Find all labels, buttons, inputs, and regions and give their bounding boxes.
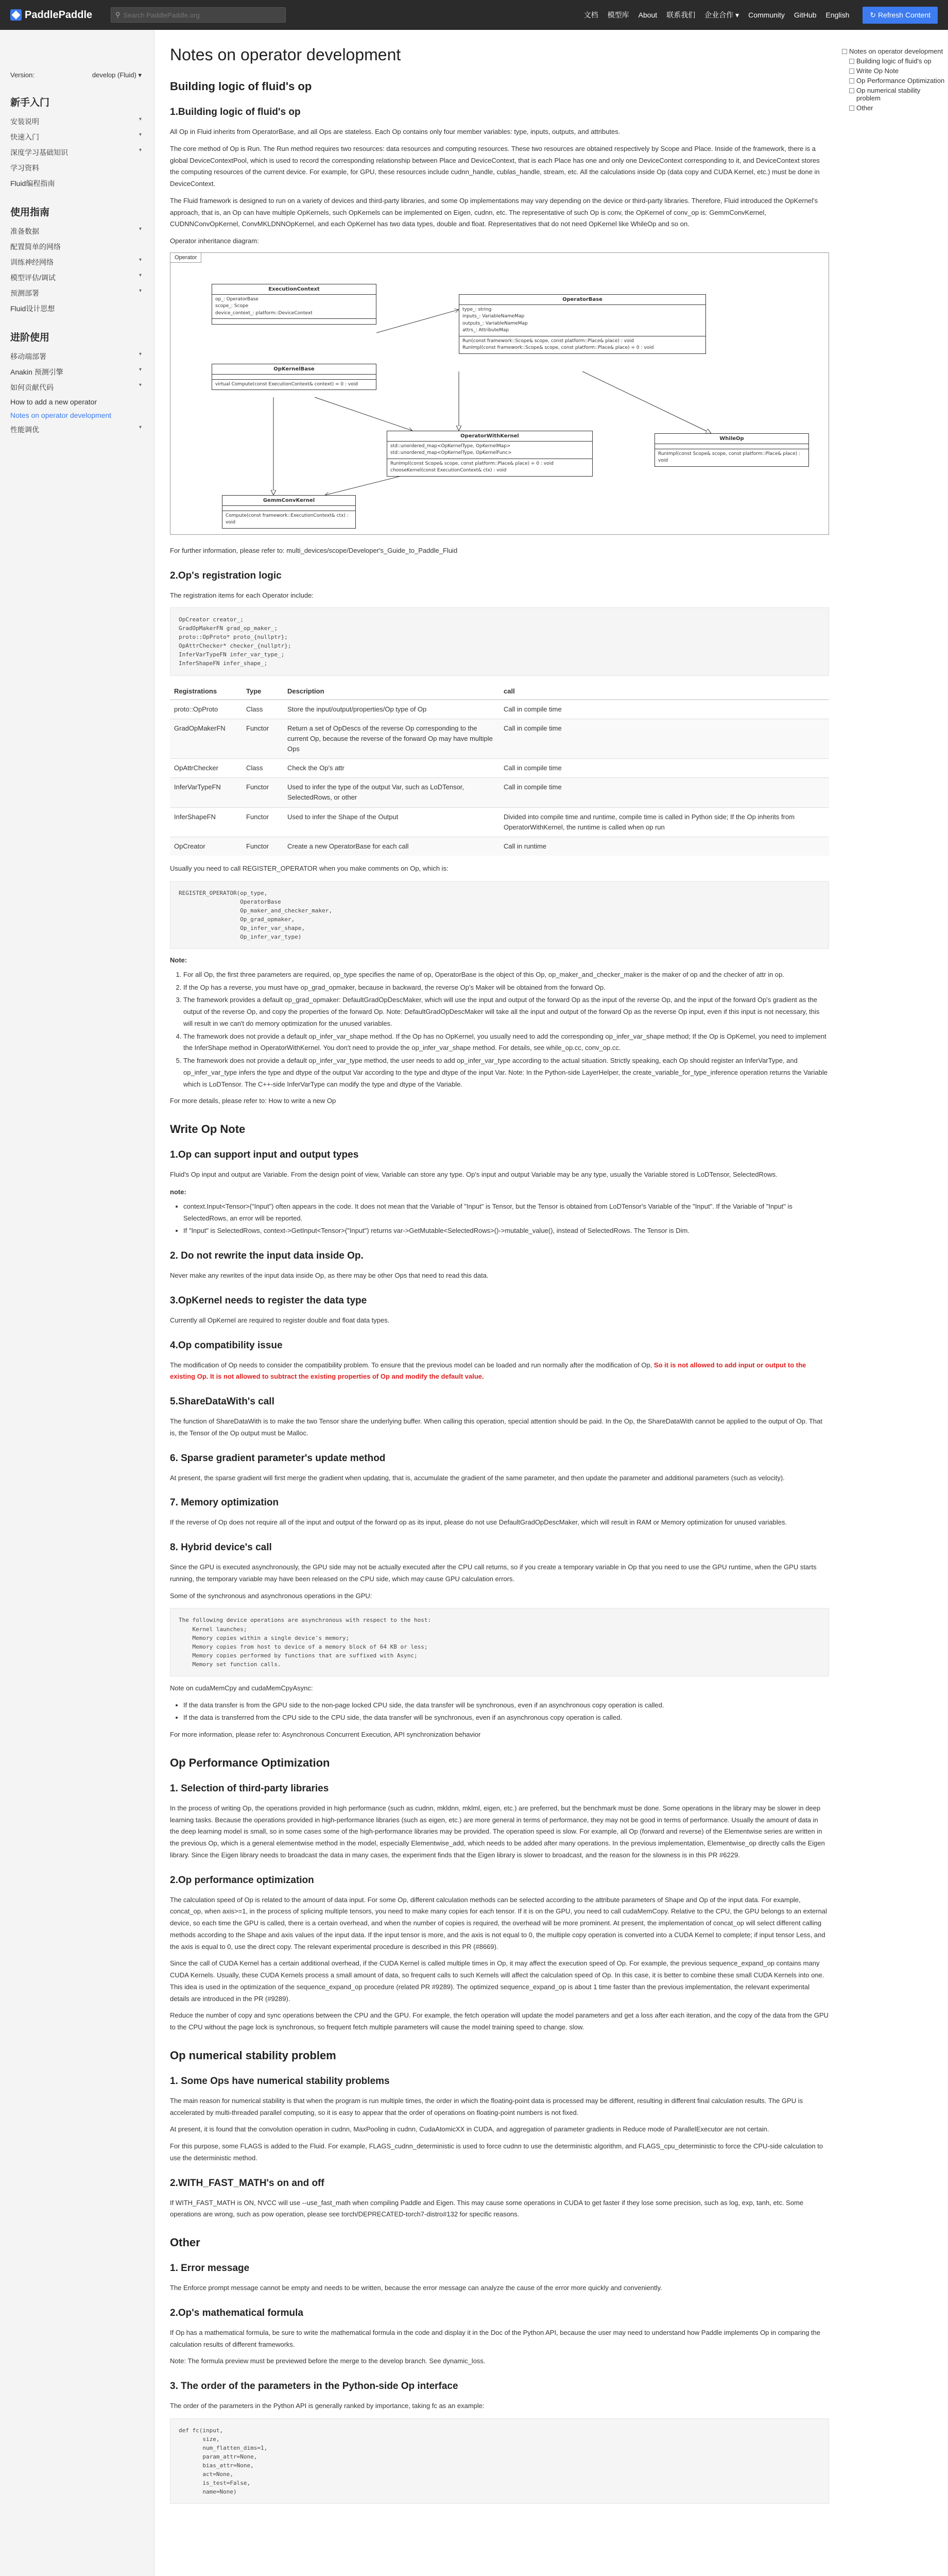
subsection-heading: 3. The order of the parameters in the Python-side Op interface bbox=[170, 2381, 458, 2392]
list-item: 3. The framework provides a default op_grad_opmaker: DefaultGradOpDescMaker, which will use the input and output of the forward Op as the input of the reverse Op, and the input of the forward Op's gradient as the output of the reverse Op, and copy the properties of the forward Op. Note: DefaultGradOpDescMaker will take all the input and output of the forward Op as the reverse Op input, even if this input is not necessary, this will result in we can't do memory optimization for the unused variables. bbox=[183, 994, 829, 1029]
uml-operator-base bbox=[459, 294, 706, 354]
sidebar-item-add-operator[interactable] bbox=[10, 395, 142, 409]
left-sidebar bbox=[0, 30, 154, 2576]
paragraph: Note: The formula preview must be previewed before the merge to the develop branch. See dynamic_loss. bbox=[170, 2357, 486, 2365]
paragraph: The calculation speed of Op is related to the amount of data input. For some Op, different calculation methods can be selected according to the attribute parameters of Shape and Op of the input data. For example, concat_op, when axis>=1, in the process of splicing multiple tensors, you need to make many copies for each tensor. If it is on the GPU, you need to call cudaMemCopy. Relative to the CPU, the GPU belongs to an external device, so each time the GPU is called, there is a certain overhead, and when the number of copies is required, the overhead will be more prominent. At present, the implementation of concat_op will select different calling methods according to the Shape and axis values of the input data. If the input tensor is more, and the axis is not equal to 0, the multiple copy operation is converted into a CUDA Kernel to complete; if input tensor Less, and the axis is equal to 0, use the direct copy. The relevant experimental procedure is described in this PR (#8669). bbox=[170, 1895, 827, 1951]
page-title: Notes on operator development bbox=[170, 45, 401, 64]
chevron-down-icon: ▾ bbox=[139, 288, 142, 294]
table-cell: Divided into compile time and runtime, compile time is called in Python side; If the Op inherits from OperatorWithKernel, the runtime is called when op run bbox=[499, 807, 829, 837]
table-row bbox=[170, 807, 829, 837]
diagram-frame-label: Operator bbox=[170, 253, 201, 263]
list-item: • context.Input<Tensor>("Input") often appears in the code. It does not mean that the Variable of "Input" is Tensor, but the Tensor is obtained from LoDTensor's Variable of the "Input". If the Variable of "Input" is SelectedRows, an error will be reported. bbox=[183, 1201, 829, 1225]
sidebar-item-basics[interactable] bbox=[10, 145, 142, 160]
version-label: Version: bbox=[10, 71, 35, 79]
sidebar-item-install[interactable] bbox=[10, 114, 142, 129]
chevron-down-icon: ▾ bbox=[139, 147, 142, 153]
sidebar-item-mobile[interactable] bbox=[10, 349, 142, 364]
list-item: 4. The framework does not provide a default op_infer_var_shape method. If the Op has no OpKernel, you usually need to add the corresponding op_infer_var_shape method; If the Op is OpKernel, you need to implement the InferShape method in OperatorWithKernel. You don't need to provide the op_infer_var_shape method. For details, see while_op.cc, conv_op.cc. bbox=[183, 1031, 829, 1055]
table-cell: OpCreator bbox=[170, 837, 242, 856]
search-input[interactable] bbox=[124, 11, 278, 19]
table-of-contents bbox=[842, 46, 945, 113]
table-cell: InferVarTypeFN bbox=[170, 778, 242, 807]
uml-class-name: WhileOp bbox=[655, 434, 808, 444]
uml-methods: RunImpl(const Scope& scope, const platform::Place& place) : void bbox=[658, 451, 801, 464]
chevron-down-icon: ▾ bbox=[139, 425, 142, 430]
list-item: 1. For all Op, the first three parameters are required, op_type specifies the name of op, OperatorBase is the object of this Op, op_maker_and_checker_maker is the maker of op and the checker of attr in op. bbox=[183, 969, 829, 981]
uml-class-name: OperatorWithKernel bbox=[387, 431, 592, 442]
table-cell: Call in compile time bbox=[499, 700, 829, 719]
top-navbar bbox=[0, 0, 948, 30]
table-cell: OpAttrChecker bbox=[170, 759, 242, 778]
table-cell: Functor bbox=[242, 807, 283, 837]
sidebar-item-label: How to add a new operator bbox=[10, 398, 97, 406]
sidebar-item-label: 配置简单的网络 bbox=[10, 243, 61, 251]
sidebar-item-label: 移动端部署 bbox=[10, 352, 46, 361]
chevron-down-icon: ▾ bbox=[139, 351, 142, 357]
toc-item[interactable]: Other bbox=[842, 103, 945, 113]
subsection-heading: 7. Memory optimization bbox=[170, 1497, 279, 1509]
paragraph: The registration items for each Operator include: bbox=[170, 591, 314, 599]
list-item: 2. If the Op has a reverse, you must have op_grad_opmaker, because in backward, the reverse Op's Maker will be obtained from the forward Op. bbox=[183, 982, 829, 994]
sidebar-item-label: 性能调优 bbox=[10, 426, 39, 434]
sidebar-item-deploy[interactable] bbox=[10, 285, 142, 301]
table-header-row bbox=[170, 683, 829, 700]
chevron-down-icon: ▾ bbox=[139, 226, 142, 232]
diagram-caption: Operator inheritance diagram: bbox=[170, 237, 259, 245]
version-selector[interactable] bbox=[10, 71, 142, 79]
table-cell: InferShapeFN bbox=[170, 807, 242, 837]
sidebar-item-anakin[interactable] bbox=[10, 364, 142, 380]
chevron-down-icon: ▾ bbox=[139, 273, 142, 278]
section-heading: Building logic of fluid's op bbox=[170, 80, 312, 93]
chevron-down-icon: ▾ bbox=[139, 132, 142, 138]
association-line bbox=[315, 397, 412, 431]
registration-table bbox=[170, 683, 829, 856]
paragraph: Some of the synchronous and asynchronous operations in the GPU: bbox=[170, 1591, 372, 1600]
subsection-heading: 2.WITH_FAST_MATH's on and off bbox=[170, 2177, 324, 2189]
uml-fields bbox=[655, 444, 808, 449]
paragraph: The Enforce prompt message cannot be empty and needs to be written, because the error message can analyze the cause of the error more quickly and conveniently. bbox=[170, 2284, 662, 2292]
sidebar-section-title: 新手入门 bbox=[10, 97, 50, 108]
association-line bbox=[376, 310, 459, 333]
subsection-heading: 8. Hybrid device's call bbox=[170, 1542, 272, 1553]
note-label: note: bbox=[170, 1188, 186, 1196]
sidebar-item-config-network[interactable] bbox=[10, 239, 142, 255]
uml-methods: RunImpl(const Scope& scope, const platform::Place& place) = 0 : void chooseKernel(const ExecutionContext& ctx) : void bbox=[390, 461, 554, 473]
uml-fields: std::unordered_map<OpKernelType, OpKernelMap> std::unordered_map<OpKernelType, OpKernelFunc> bbox=[387, 442, 592, 459]
paragraph: In the process of writing Op, the operations provided in high performance (such as cudnn, mkldnn, mklml, eigen, etc.) are preferred, but the benchmark must be done. Some operations in the library may be slower in deep learning tasks. Because the operations provided in high-performance libraries (such as eigen, etc.) are more general in terms of performance, they may not be good in terms of performance. Usually the amount of data in the deep learning model is small, so in some cases some of the high-performance libraries may be provided. The operation speed is slow. For example, all Op (forward and reverse) of the Elementwise series are written in the previous Op, which is a general elementwise method in the model, especially Elementwise_add, which needs to be added after many operations. In the previous implementation, Elementwise_op directly calls the Eigen library. Since the Eigen library needs to broadcast the data in many cases, the experiment finds that the Eigen library is slower to broadcast, and the reason for the slowness is in this PR #6229. bbox=[170, 1804, 825, 1859]
toc-item[interactable]: Notes on operator development bbox=[842, 46, 945, 56]
version-value: develop (Fluid) ▾ bbox=[92, 71, 142, 79]
sidebar-item-label: Anakin 预测引擎 bbox=[10, 368, 63, 376]
table-cell: Call in compile time bbox=[499, 719, 829, 758]
subsection-heading: 2.Op's mathematical formula bbox=[170, 2307, 303, 2318]
table-row bbox=[170, 719, 829, 758]
sidebar-item-label: 深度学习基础知识 bbox=[10, 148, 68, 157]
bullet-list bbox=[183, 1700, 829, 1724]
section-heading: Op numerical stability problem bbox=[170, 2048, 336, 2062]
subsection-heading: 1. Some Ops have numerical stability problems bbox=[170, 2075, 390, 2087]
sidebar-item-label: Fluid设计思想 bbox=[10, 304, 55, 313]
nav-link-about[interactable]: About bbox=[638, 11, 658, 19]
chevron-down-icon: ▾ bbox=[139, 116, 142, 122]
sidebar-item-op-notes[interactable] bbox=[10, 409, 142, 422]
sidebar-item-eval-debug[interactable] bbox=[10, 270, 142, 285]
search-box[interactable] bbox=[111, 7, 286, 23]
subsection-heading: 1. Error message bbox=[170, 2263, 250, 2274]
refresh-icon: ↻ bbox=[870, 10, 876, 19]
note-list bbox=[183, 969, 829, 1091]
sidebar-section-title: 使用指南 bbox=[10, 207, 50, 218]
paragraph: The Fluid framework is designed to run on a variety of devices and third-party libraries, and some Op implementations may vary depending on the device or third-party libraries. Therefore, Fluid introduced the OpKernel's approach, that is, an Op can have multiple OpKernels, such OpKernels can be implemented on Eigen, cudnn, etc. The representative of such Op is conv, the OpKernel of conv_op is: GemmConvKernel, CUDNNConvOpKernel, ConvMKLDNNOpKernel, and each OpKernel has two data types, double and float. Representatives that do not need OpKernel like WhileOp and so on. bbox=[170, 196, 818, 228]
sidebar-item-quickstart[interactable] bbox=[10, 129, 142, 145]
uml-methods bbox=[212, 319, 376, 324]
nav-link-contact[interactable]: 联系我们 bbox=[666, 11, 696, 19]
table-cell: Call in compile time bbox=[499, 759, 829, 778]
sidebar-item-label: 学习资料 bbox=[10, 164, 39, 172]
nav-link-community[interactable]: Community bbox=[748, 11, 785, 19]
uml-methods: virtual Compute(const ExecutionContext& context) = 0 : void bbox=[215, 381, 358, 387]
paragraph: Currently all OpKernel are required to register double and float data types. bbox=[170, 1316, 390, 1324]
nav-link-github[interactable]: GitHub bbox=[794, 11, 817, 19]
table-row bbox=[170, 778, 829, 807]
paragraph: Never make any rewrites of the input data inside Op, as there may be other Ops that need to read this data. bbox=[170, 1272, 489, 1280]
association-line bbox=[325, 474, 407, 495]
paragraph: Reduce the number of copy and sync operations between the CPU and the GPU. For example, the fetch operation will update the model parameters and get a loss after each iteration, and the copy of the data from the GPU to the CPU without the page lock is synchronous, so frequent fetch multiple parameters will cause the model training speed to change. slow. bbox=[170, 2011, 829, 2031]
column-header: Description bbox=[283, 683, 499, 700]
table-cell: Class bbox=[242, 759, 283, 778]
text-span: The modification of Op needs to consider the compatibility problem. To ensure that the previous model can be loaded and run normally after the modification of Op, bbox=[170, 1361, 652, 1369]
sidebar-item-fluid-design[interactable] bbox=[10, 301, 142, 316]
paragraph bbox=[170, 1360, 829, 1383]
table-cell: Return a set of OpDescs of the reverse Op corresponding to the current Op, because the reverse of the forward Op may have multiple Ops bbox=[283, 719, 499, 758]
inheritance-line bbox=[582, 371, 711, 433]
uml-class-name: GemmConvKernel bbox=[222, 496, 355, 506]
uml-opkernel-base bbox=[212, 364, 376, 391]
operator-inheritance-diagram bbox=[170, 252, 829, 535]
paragraph: Note on cudaMemCpy and cudaMemCpyAsync: bbox=[170, 1684, 313, 1692]
subsection-heading: 1.Op can support input and output types bbox=[170, 1149, 359, 1161]
nav-link-models[interactable]: 模型库 bbox=[607, 11, 629, 19]
list-item: • If "Input" is SelectedRows, context->GetInput<Tensor>("Input") returns var->GetMutable<SelectedRows>()->mutable_value(), instead of SelectedRows. The Tensor is Dim. bbox=[183, 1225, 829, 1237]
table-row bbox=[170, 837, 829, 856]
paragraph: Since the call of CUDA Kernel has a certain additional overhead, if the CUDA Kernel is called multiple times in Op, it may affect the execution speed of Op. For example, the previous sequence_expand_op contains many CUDA Kernels. Usually, these CUDA Kernels process a small amount of data, so frequent calls to such Kernels will affect the calculation speed of Op. In this case, it is better to combine these small CUDA Kernels into one. This idea is used in the optimization of the sequence_expand_op procedure (related PR #9289). The optimized sequence_expand_op is about 1 time faster than the previous implementation, the relevant experimental details are introduced in the PR (#9289). bbox=[170, 1959, 824, 2003]
sidebar-item-materials[interactable] bbox=[10, 160, 142, 176]
paragraph: For more information, please refer to: Asynchronous Concurrent Execution, API synchronization behavior bbox=[170, 1731, 481, 1738]
paragraph: At present, the sparse gradient will first merge the gradient when updating, that is, accumulate the gradient of the same parameter, and then update the parameter and additional parameters (such as velocity). bbox=[170, 1473, 785, 1482]
uml-operator-with-kernel bbox=[387, 431, 593, 477]
table-cell: GradOpMakerFN bbox=[170, 719, 242, 758]
table-cell: Create a new OperatorBase for each call bbox=[283, 837, 499, 856]
list-item: • If the data transfer is from the GPU side to the non-page locked CPU side, the data transfer will be synchronous, even if an asynchronous copy operation is called. bbox=[183, 1700, 829, 1711]
code-block: def fc(input, size, num_flatten_dims=1, param_attr=None, bias_attr=None, act=None, is_test=False, name=None) bbox=[170, 2418, 829, 2504]
table-cell: Call in runtime bbox=[499, 837, 829, 856]
search-icon: ⚲ bbox=[115, 11, 120, 19]
nav-link-language[interactable]: English bbox=[825, 11, 850, 19]
uml-class-name: ExecutionContext bbox=[212, 284, 376, 295]
table-cell: proto::OpProto bbox=[170, 700, 242, 719]
column-header: call bbox=[499, 683, 829, 700]
subsection-heading: 2.Op's registration logic bbox=[170, 570, 282, 581]
toc-item[interactable]: Op numerical stability problem bbox=[842, 86, 945, 103]
sidebar-item-train[interactable] bbox=[10, 255, 142, 270]
chevron-down-icon: ▾ bbox=[139, 257, 142, 263]
paragraph: Fluid's Op input and output are Variable. From the design point of view, Variable can store any type. Op's input and output Variable may be any type, usually the Variable stored is LoDTensor, SelectedRows. bbox=[170, 1171, 778, 1179]
refresh-label: Refresh Content bbox=[878, 10, 930, 19]
uml-class-name: OperatorBase bbox=[459, 295, 705, 305]
section-heading: Op Performance Optimization bbox=[170, 1756, 330, 1769]
uml-methods: Run(const framework::Scope& scope, const platform::Place& place) : void RunImpl(const framework::Scope& scope, const platform::Place& place) = 0 : void bbox=[462, 338, 654, 351]
sidebar-item-label: 训练神经网络 bbox=[10, 258, 54, 266]
column-header: Registrations bbox=[170, 683, 242, 700]
list-item: 5. The framework does not provide a default op_infer_var_type method, the user needs to add op_infer_var_type according to the actual situation. Strictly speaking, each Op should register an InferVarType, and op_infer_var_type infers the type and dtype of the output Var according to the type and dtype of the input Var. Note: In the Python-side LayerHelper, the create_variable_for_type_inference operation returns the Variable which is LoDTensor. The C++-side InferVarType can modify the type and dtype of the Variable. bbox=[183, 1055, 829, 1090]
paragraph: If the reverse of Op does not require all of the input and output of the forward op as its input, please do not use DefaultGradOpDescMaker, which will result in RAM or Memory optimization for unused variables. bbox=[170, 1518, 787, 1527]
subsection-heading: 1.Building logic of fluid's op bbox=[170, 107, 301, 117]
chevron-down-icon: ▾ bbox=[139, 367, 142, 372]
paragraph: The order of the parameters in the Python API is generally ranked by importance, taking fc as an example: bbox=[170, 2402, 485, 2410]
sidebar-item-label: 如何贡献代码 bbox=[10, 383, 54, 392]
section-heading: Other bbox=[170, 2236, 200, 2249]
paragraph: All Op in Fluid inherits from OperatorBase, and all Ops are stateless. Each Op contains only four member variables: type, inputs, outputs, and attributes. bbox=[170, 128, 620, 135]
list-item: • If the data is transferred from the CPU side to the CPU side, the data transfer will be synchronous, even if an asynchronous copy operation is called. bbox=[183, 1712, 829, 1724]
uml-gemm-conv-kernel bbox=[222, 495, 356, 529]
nav-links bbox=[584, 7, 938, 24]
uml-execution-context bbox=[212, 284, 376, 325]
table-cell: Class bbox=[242, 700, 283, 719]
sidebar-item-label: 模型评估/调试 bbox=[10, 274, 56, 282]
sidebar-item-label: 安装说明 bbox=[10, 117, 39, 126]
subsection-heading: 6. Sparse gradient parameter's update method bbox=[170, 1452, 386, 1464]
refresh-content-button[interactable] bbox=[863, 7, 938, 24]
sidebar-section-title: 进阶使用 bbox=[10, 332, 50, 343]
paragraph: For more details, please refer to: How to write a new Op bbox=[170, 1097, 336, 1105]
subsection-heading: 2.Op performance optimization bbox=[170, 1874, 314, 1886]
uml-while-op bbox=[654, 433, 809, 467]
uml-fields bbox=[212, 375, 376, 380]
section-heading: Write Op Note bbox=[170, 1123, 246, 1136]
paragraph: For further information, please refer to: multi_devices/scope/Developer's_Guide_to_Paddle_Fluid bbox=[170, 546, 458, 554]
paragraph: At present, it is found that the convolution operation in cudnn, MaxPooling in cudnn, CudaAtomicXX in CUDA, and aggregation of parameter gradients in Reduce mode of ParallelExecutor are not certain. bbox=[170, 2125, 769, 2133]
sidebar-item-label: 快速入门 bbox=[10, 133, 39, 141]
toc-item[interactable]: Op Performance Optimization bbox=[842, 76, 945, 86]
nav-link-docs[interactable]: 文档 bbox=[583, 11, 598, 19]
toc-item[interactable]: Write Op Note bbox=[842, 66, 945, 76]
uml-methods: Compute(const framework::ExecutionContext& ctx) : void bbox=[226, 513, 349, 526]
table-cell: Store the input/output/properties/Op type of Op bbox=[283, 700, 499, 719]
table-row bbox=[170, 759, 829, 778]
uml-fields: type_: string inputs_: VariableNameMap outputs_: VariableNameMap attrs_: AttributeMap bbox=[459, 305, 705, 336]
code-block: OpCreator creator_; GradOpMakerFN grad_op_maker_; proto::OpProto* proto_{nullptr}; OpAttrChecker* checker_{nullptr}; InferVarTypeFN infer_var_type_; InferShapeFN infer_shape_; bbox=[170, 607, 829, 675]
code-block: The following device operations are asynchronous with respect to the host: Kernel launches; Memory copies within a single device's memory; Memory copies from host to device of a memory block of 64 KB or less; Memory copies performed by functions that are suffixed with Async; Memory set function calls. bbox=[170, 1608, 829, 1676]
chevron-down-icon: ▾ bbox=[139, 382, 142, 388]
sidebar-item-label: Fluid编程指南 bbox=[10, 179, 55, 188]
table-cell: Used to infer the Shape of the Output bbox=[283, 807, 499, 837]
sidebar-item-label: Notes on operator development bbox=[10, 411, 112, 419]
sidebar-item-prepare-data[interactable] bbox=[10, 224, 142, 239]
paddle-logo-icon bbox=[10, 9, 22, 21]
column-header: Type bbox=[242, 683, 283, 700]
brand-name: PaddlePaddle bbox=[25, 9, 93, 21]
sidebar-item-fluid-guide[interactable] bbox=[10, 176, 142, 191]
table-cell: Functor bbox=[242, 719, 283, 758]
subsection-heading: 2. Do not rewrite the input data inside Op. bbox=[170, 1250, 364, 1262]
subsection-heading: 5.ShareDataWith's call bbox=[170, 1396, 274, 1408]
subsection-heading: 1. Selection of third-party libraries bbox=[170, 1783, 329, 1794]
uml-class-name: OpKernelBase bbox=[212, 364, 376, 375]
paragraph: Usually you need to call REGISTER_OPERATOR when you make comments on Op, which is: bbox=[170, 864, 449, 872]
paragraph: Since the GPU is executed asynchronously, the GPU side may not be actually executed after the CPU call returns, so if you create a temporary variable in Op that you need to use the GPU runtime, when the GPU starts running, the temporary variable may have been released on the CPU side, which may cause GPU calculation errors. bbox=[170, 1563, 817, 1583]
toc-item[interactable]: Building logic of fluid's op bbox=[842, 56, 945, 66]
brand-logo[interactable] bbox=[10, 9, 111, 21]
warning-text: So it is not allowed to add input or output to the existing Op. It is not allowed to subtract the existing properties of Op and modify the default value. bbox=[170, 1361, 806, 1381]
main-content bbox=[170, 30, 829, 2510]
sidebar-item-label: 准备数据 bbox=[10, 227, 39, 235]
paragraph: The function of ShareDataWith is to make the two Tensor share the underlying buffer. When calling this operation, special attention should be paid. In the Op, the ShareDataWith cannot be applied to the output of Op. That is, the Tensor of the Op output must be Malloc. bbox=[170, 1417, 822, 1437]
table-cell: Functor bbox=[242, 778, 283, 807]
uml-fields bbox=[222, 506, 355, 511]
nav-link-enterprise[interactable]: 企业合作 ▾ bbox=[704, 11, 739, 19]
subsection-heading: 4.Op compatibility issue bbox=[170, 1340, 283, 1351]
paragraph: If Op has a mathematical formula, be sure to write the mathematical formula in the code and display it in the Doc of the Python API, because the user may need to understand how Paddle implements Op in comparing the calculation results of different frameworks. bbox=[170, 2328, 821, 2348]
table-row bbox=[170, 700, 829, 719]
table-cell: Call in compile time bbox=[499, 778, 829, 807]
table-cell: Functor bbox=[242, 837, 283, 856]
table-cell: Used to infer the type of the output Var, such as LoDTensor, SelectedRows, or other bbox=[283, 778, 499, 807]
sidebar-item-contribute[interactable] bbox=[10, 380, 142, 395]
uml-fields: op_: OperatorBase scope_: Scope device_context_: platform::DeviceContext bbox=[212, 295, 376, 319]
note-list bbox=[183, 1201, 829, 1237]
paragraph: For this purpose, some FLAGS is added to the Fluid. For example, FLAGS_cudnn_deterministic is used to force cudnn to use the deterministic algorithm, and FLAGS_cpu_deterministic to force the CPU-side calculation to use the deterministic method. bbox=[170, 2142, 823, 2162]
paragraph: The main reason for numerical stability is that when the program is run multiple times, the order in which the floating-point data is processed may be different, resulting in different final calculation results. The GPU is accelerated by multi-threaded parallel computing, so it is easy to appear that the order of operations on floating-point numbers is not fixed. bbox=[170, 2096, 803, 2116]
sidebar-item-perf-tuning[interactable] bbox=[10, 422, 142, 437]
note-label: Note: bbox=[170, 956, 187, 964]
sidebar-item-label: 预测部署 bbox=[10, 289, 39, 297]
paragraph: If WITH_FAST_MATH is ON, NVCC will use --use_fast_math when compiling Paddle and Eigen. This may cause some operations in CUDA to get faster if they lose some precision, such as log, exp, tanh, etc. Some operations are wrong, such as pow operation, please see torch/DEPRECATED-torch7-distro#132 for specific reasons. bbox=[170, 2198, 803, 2218]
subsection-heading: 3.OpKernel needs to register the data type bbox=[170, 1295, 367, 1306]
paragraph: The core method of Op is Run. The Run method requires two resources: data resources and computing resources. These two resources are obtained respectively by Scope and Place. Inside of the framework, there is a global DeviceContextPool, which is used to record the corresponding relationship between Place and DeviceContext, that is each Place has one and only one DeviceContext corresponding to it, and DeviceContext stores the computing resources of the current device. For example, for GPU, these resources include cudnn_handle, cublas_handle, stream, etc. All the calculations inside Op (data copy and CUDA Kernel, etc.) must be done in DeviceContext. bbox=[170, 144, 820, 188]
table-cell: Check the Op's attr bbox=[283, 759, 499, 778]
code-block: REGISTER_OPERATOR(op_type, OperatorBase Op_maker_and_checker_maker, Op_grad_opmaker, Op_infer_var_shape, Op_infer_var_type) bbox=[170, 881, 829, 949]
